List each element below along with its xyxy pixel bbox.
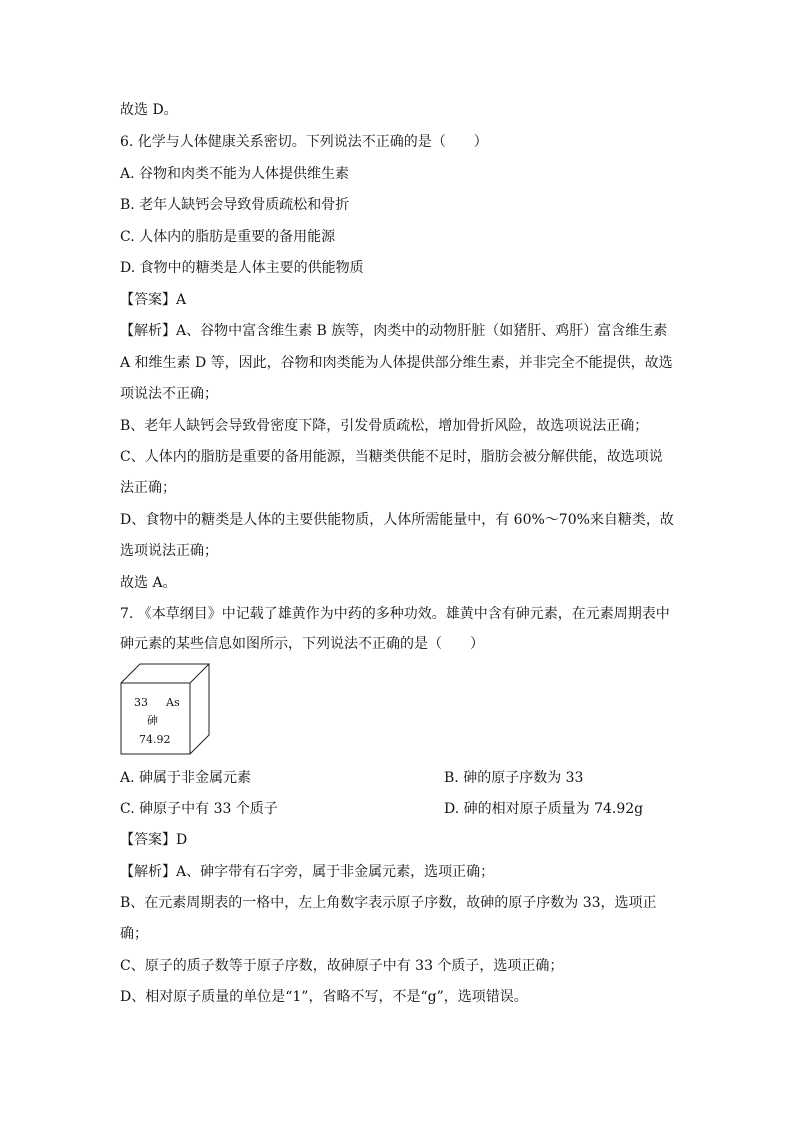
question-6-option-c: C. 人体内的脂肪是重要的备用能源 xyxy=(120,229,336,245)
question-6-analysis-line: D、食物中的糖类是人体的主要供能物质，人体所需能量中，有 60%～70%来自糖类，故 xyxy=(120,512,674,528)
atomic-number: 33 xyxy=(134,696,148,709)
question-6-answer: 【答案】A xyxy=(120,292,187,308)
question-6-option-a: A. 谷物和肉类不能为人体提供维生素 xyxy=(120,166,350,182)
question-7-analysis-line: 确； xyxy=(120,926,148,942)
question-6-analysis-line: 法正确； xyxy=(120,480,176,496)
question-6-option-b: B. 老年人缺钙会导致骨质疏松和骨折 xyxy=(120,197,350,213)
question-6-stem: 6. 化学与人体健康关系密切。下列说法不正确的是（ ） xyxy=(120,134,488,150)
question-7-stem: 7. 《本草纲目》中记载了雄黄作为中药的多种功效。雄黄中含有砷元素，在元素周期表中 xyxy=(120,606,670,622)
question-7-option-d: D. 砷的相对原子质量为 74.92g xyxy=(444,801,644,817)
question-7-analysis-line: 【解析】A、砷字带有石字旁，属于非金属元素，选项正确； xyxy=(120,864,495,880)
conclusion-line: 故选 D。 xyxy=(120,102,178,118)
question-7-option-a: A. 砷属于非金属元素 xyxy=(120,770,252,786)
question-7-stem: 砷元素的某些信息如图所示，下列说法不正确的是（ ） xyxy=(120,636,484,652)
question-7-analysis-line: B、在元素周期表的一格中，左上角数字表示原子序数，故砷的原子序数为 33，选项正 xyxy=(120,895,657,911)
question-6-analysis-line: 选项说法正确； xyxy=(120,543,218,559)
element-symbol: As xyxy=(166,696,180,709)
question-6-analysis-line: A 和维生素 D 等，因此，谷物和肉类能为人体提供部分维生素，并非完全不能提供，故选 xyxy=(120,355,673,371)
periodic-table-cell xyxy=(120,663,212,755)
question-6-analysis-line: 【解析】A、谷物中富含维生素 B 族等，肉类中的动物肝脏（如猪肝、鸡肝）富含维生素 xyxy=(120,323,668,339)
question-6-analysis-line: B、老年人缺钙会导致骨密度下降，引发骨质疏松，增加骨折风险，故选项说法正确； xyxy=(120,418,649,434)
question-6-analysis-line: 项说法不正确； xyxy=(120,386,218,402)
question-7-analysis-line: C、原子的质子数等于原子序数，故砷原子中有 33 个质子，选项正确； xyxy=(120,958,564,974)
atomic-mass: 74.92 xyxy=(139,733,171,746)
question-7-analysis-line: D、相对原子质量的单位是“1”，省略不写，不是“g”，选项错误。 xyxy=(120,989,528,1005)
question-7-option-c: C. 砷原子中有 33 个质子 xyxy=(120,801,278,817)
question-7-answer: 【答案】D xyxy=(120,832,188,848)
question-7-option-b: B. 砷的原子序数为 33 xyxy=(444,770,584,786)
question-6-conclusion: 故选 A。 xyxy=(120,575,177,591)
question-6-option-d: D. 食物中的糖类是人体主要的供能物质 xyxy=(120,260,364,276)
question-6-analysis-line: C、人体内的脂肪是重要的备用能源，当糖类供能不足时，脂肪会被分解供能，故选项说 xyxy=(120,449,663,465)
element-name: 砷 xyxy=(147,714,158,727)
